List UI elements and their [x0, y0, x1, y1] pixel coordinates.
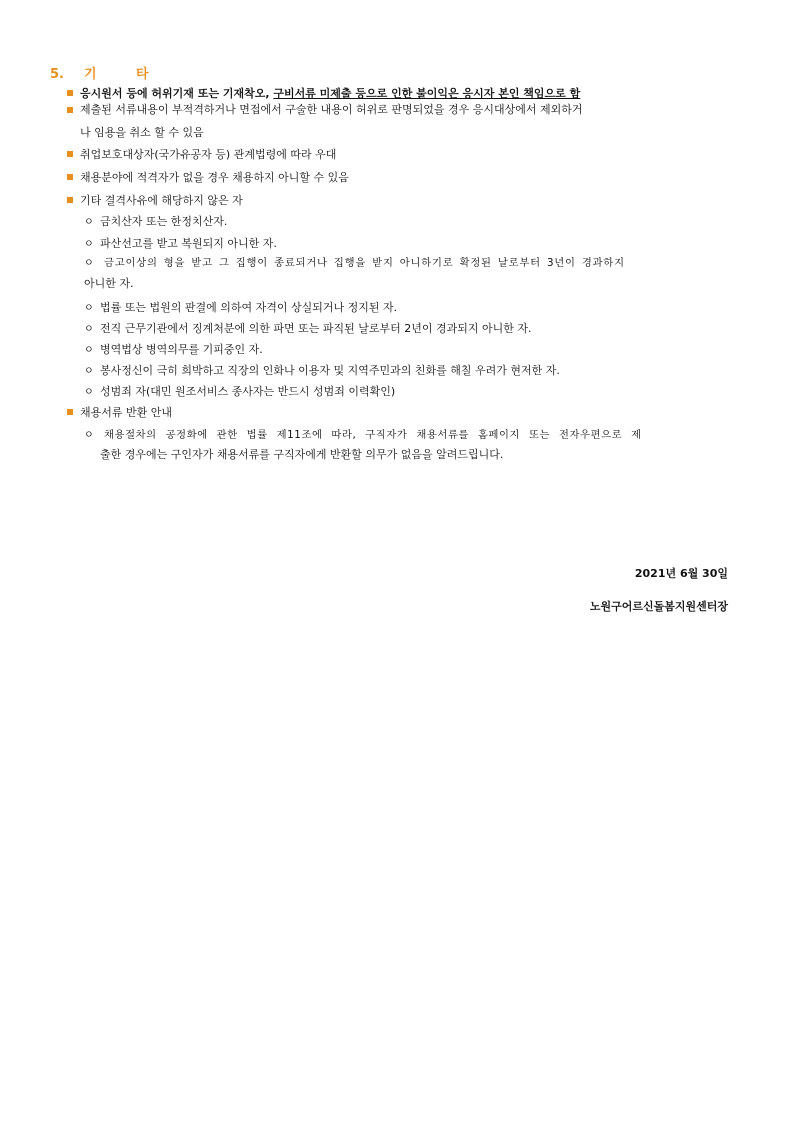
square-bullet-icon: [67, 90, 73, 96]
notice-liability-part2: 구비서류 미제출 등으로 인한 불이익은 응시자 본인 책임으로 함: [273, 87, 581, 100]
circle-marker-icon: ㅇ: [84, 258, 94, 269]
section-title-char-1: 기: [84, 67, 97, 82]
circle-marker-icon: ㅇ: [84, 239, 94, 250]
disq-item: 병역법상 병역의무를 기피중인 자.: [100, 343, 263, 356]
disq-item: 금치산자 또는 한정치산자.: [100, 215, 228, 228]
signer-title: 노원구어르신돌봄지원센터장: [589, 600, 728, 613]
circle-marker-icon: ㅇ: [84, 430, 94, 441]
return-notice-line1: 채용절차의 공정화에 관한 법률 제11조에 따라, 구직자가 채용서류를 홈페이지 또는 전자우편으로 제: [104, 429, 642, 441]
disq-item-line1: 금고이상의 형을 받고 그 집행이 종료되거나 집행을 받지 아니하기로 확정된 날로부터 3년이 경과하지: [104, 257, 625, 269]
circle-marker-icon: ㅇ: [84, 217, 94, 228]
square-bullet-icon: [67, 151, 73, 157]
notice-disqualification: 기타 결격사유에 해당하지 않은 자: [80, 194, 243, 207]
disq-item: 파산선고를 받고 복원되지 아니한 자.: [100, 237, 277, 250]
disq-item: 전직 근무기관에서 징계처분에 의한 파면 또는 파직된 날로부터 2년이 경과되지 아니한 자.: [100, 322, 532, 335]
disq-item: 법률 또는 법원의 판결에 의하여 자격이 상실되거나 정지된 자.: [100, 301, 398, 314]
section-number: 5.: [50, 67, 64, 82]
notice-no-hire: 채용분야에 적격자가 없을 경우 채용하지 아니할 수 있음: [80, 171, 349, 184]
disq-item-line2: 아니한 자.: [84, 277, 134, 290]
circle-marker-icon: ㅇ: [84, 387, 94, 398]
circle-marker-icon: ㅇ: [84, 324, 94, 335]
notice-false-docs-line2: 나 임용을 취소 할 수 있음: [80, 126, 204, 139]
notice-document-return: 채용서류 반환 안내: [80, 406, 173, 419]
notice-liability-part1: 응시원서 등에 허위기재 또는 기재착오,: [80, 87, 274, 100]
circle-marker-icon: ㅇ: [84, 345, 94, 356]
square-bullet-icon: [67, 197, 73, 203]
circle-marker-icon: ㅇ: [84, 303, 94, 314]
disq-item: 성범죄 자(대민 원조서비스 종사자는 반드시 성범죄 이력확인): [100, 385, 396, 398]
return-notice-line2: 출한 경우에는 구인자가 채용서류를 구직자에게 반환할 의무가 없음을 알려드립니다.: [100, 448, 504, 461]
square-bullet-icon: [67, 107, 73, 113]
notice-veterans: 취업보호대상자(국가유공자 등) 관계법령에 따라 우대: [80, 148, 337, 161]
disq-item: 봉사정신이 극히 희박하고 직장의 인화나 이용자 및 지역주민과의 친화를 해칠 우려가 현저한 자.: [100, 364, 560, 377]
section-title: [50, 63, 149, 82]
square-bullet-icon: [67, 174, 73, 180]
circle-marker-icon: ㅇ: [84, 366, 94, 377]
notice-liability: [80, 85, 580, 101]
square-bullet-icon: [67, 409, 73, 415]
notice-false-docs-line1: 제출된 서류내용이 부적격하거나 면접에서 구술한 내용이 허위로 판명되었을 경우 응시대상에서 제외하거: [80, 103, 583, 116]
issue-date: 2021년 6월 30일: [634, 567, 728, 580]
section-title-char-2: 타: [136, 67, 149, 82]
